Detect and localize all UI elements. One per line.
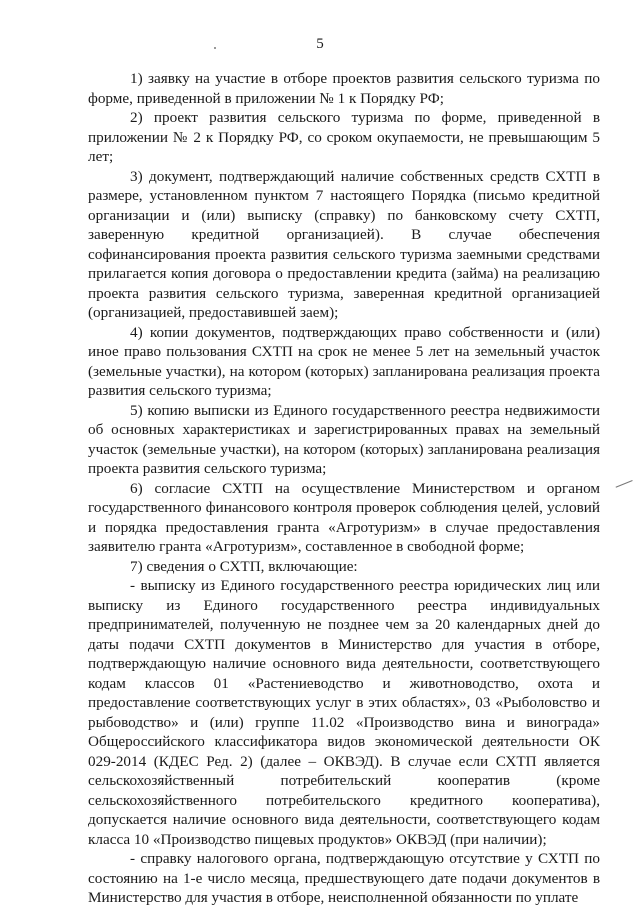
- paragraph-item-3: 3) документ, подтверждающий наличие собственных средств СХТП в размере, установленном пунктом 7 настоящего Порядка (письмо кредитной организации и (или) выписку (справку) по банковскому счету СХТП, заверенную кредитной организацией). В случае обеспечения софинансирования проекта развития сельского туризма заемными средствами прилагается копия договора о предоставлении кредита (займа) на реализацию проекта развития сельского туризма, заверенная кредитной организацией (организацией, предоставившей заем);: [88, 167, 600, 321]
- paragraph-item-4: 4) копии документов, подтверждающих право собственности и (или) иное право пользования СХТП на срок не менее 5 лет на земельный участок (земельные участки), на котором (которых) запланирована реализация проекта развития сельского туризма;: [88, 323, 600, 399]
- paragraph-extract-egrul: - выписку из Единого государственного реестра юридических лиц или выписку из Единого государственного реестра индивидуальных предпринимателей, полученную не позднее чем за 20 календарных дней до даты подачи СХТП документов в Министерство для участия в отборе, подтверждающую наличие основного вида деятельности, соответствующего кодам классов 01 «Растениеводство и животноводство, охота и предоставление соответствующих услуг в этих областях», 03 «Рыболовство и рыбоводство» и (или) группе 11.02 «Производство вина и винограда» Общероссийского классификатора видов экономической деятельности ОК 029-2014 (КДЕС Ред. 2) (далее – ОКВЭД). В случае если СХТП является сельскохозяйственный потребительский кооператив (кроме сельскохозяйственного потребительского кредитного кооператива), допускается наличие основного вида деятельности, соответствующего кодам класса 10 «Производство пищевых продуктов» ОКВЭД (при наличии);: [88, 577, 600, 848]
- paragraph-item-1: 1) заявку на участие в отборе проектов развития сельского туризма по форме, приведенной в приложении № 1 к Порядку РФ;: [88, 70, 600, 107]
- paragraph-item-6: 6) согласие СХТП на осуществление Министерством и органом государственного финансового контроля проверок соблюдения целей, условий и порядка предоставления гранта «Агротуризм» в случае предоставления заявителю гранта «Агротуризм», составленное в свободной форме;: [88, 479, 600, 555]
- page-number: 5: [316, 36, 324, 52]
- paragraph-tax-certificate: - справку налогового органа, подтверждающую отсутствие у СХТП по состоянию на 1-е число месяца, предшествующего дате подачи документов в Министерство для участия в отборе, неисполненной обязанности по уплате: [88, 850, 600, 906]
- paragraph-item-2: 2) проект развития сельского туризма по форме, приведенной в приложении № 2 к Порядку РФ, со сроком окупаемости, не превышающим 5 лет;: [88, 109, 600, 165]
- paragraph-item-7: 7) сведения о СХТП, включающие:: [130, 557, 358, 575]
- document-body: [88, 69, 600, 908]
- paragraph-item-5: 5) копию выписки из Единого государственного реестра недвижимости об основных характеристиках и зарегистрированных правах на земельный участок (земельные участки), на котором (которых) запланирована реализация проекта развития сельского туризма;: [88, 401, 600, 477]
- margin-pen-mark: [616, 480, 637, 497]
